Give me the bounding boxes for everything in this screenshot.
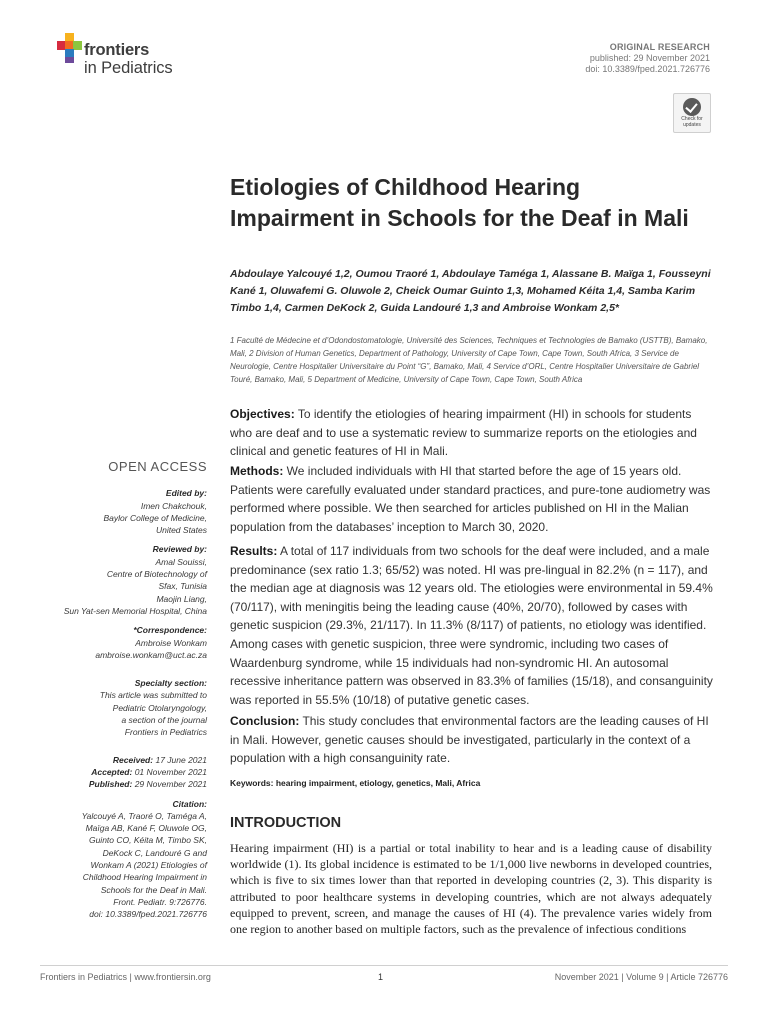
received-date: Received: 17 June 2021: [112, 754, 207, 765]
citation-doi[interactable]: doi: 10.3389/fped.2021.726776: [89, 909, 207, 920]
citation-line: Front. Pediatr. 9:726776.: [113, 896, 207, 907]
citation-line: Schools for the Deaf in Mali.: [100, 884, 207, 895]
specialty-line: Pediatric Otolaryngology,: [112, 702, 207, 713]
methods-text: We included individuals with HI that started before the age of 15 years old. Patients were carefully evaluated under standard practices, and pure-tone audiometry was performed where possible. We then searched for articles published on HI in the Malian population from the databases’ inception to March 30, 2020.: [230, 464, 711, 534]
abstract-results: [230, 542, 714, 709]
specialty-line: a section of the journal: [121, 715, 207, 726]
frontiers-logo-icon: [57, 33, 81, 65]
specialty-label: Specialty section:: [134, 678, 207, 689]
specialty-line: This article was submitted to: [99, 690, 207, 701]
citation-line: Guinto CO, Kéita M, Timbo SK,: [88, 835, 207, 846]
specialty-line: Frontiers in Pediatrics: [124, 727, 207, 738]
check-icon: [683, 98, 701, 116]
citation-line: Maïga AB, Kané F, Oluwole OG,: [85, 823, 207, 834]
abstract-conclusion: [230, 712, 714, 768]
results-label: Results:: [230, 544, 278, 558]
footer-divider: [40, 965, 728, 966]
citation-line: Yalcouyé A, Traoré O, Taméga A,: [81, 810, 207, 821]
article-meta: [585, 42, 710, 75]
footer-journal-link[interactable]: Frontiers in Pediatrics | www.frontiersin.org: [40, 972, 211, 982]
author-list: Abdoulaye Yalcouyé 1,2, Oumou Traoré 1, Abdoulaye Taméga 1, Alassane B. Maïga 1, Fousseyni Kané 1, Oluwafemi G. Oluwole 2, Cheick Oumar Guinto 1,3, Mohamed Kéita 1,4, Samba Karim Timbo 1,4, Carmen DeKock 2, Guida Landouré 1,3 and Ambroise Wonkam 2,5*: [230, 268, 711, 314]
methods-label: Methods:: [230, 464, 284, 478]
citation-line: Childhood Hearing Impairment in: [82, 872, 207, 883]
correspondence-name: Ambroise Wonkam: [135, 637, 207, 648]
citation-line: Wonkam A (2021) Etiologies of: [90, 860, 207, 871]
footer-issue-info: November 2021 | Volume 9 | Article 726776: [554, 972, 728, 982]
conclusion-text: This study concludes that environmental factors are the leading causes of HI in Mali. However, genetic causes should be investigated, particularly in the context of a population with a high consanguinity rate.: [230, 714, 709, 766]
reviewer-line: Sun Yat-sen Memorial Hospital, China: [63, 605, 207, 616]
results-text: A total of 117 individuals from two schools for the deaf were included, and a male predominance (sex ratio 1.3; 65/52) was noted. HI was pre-lingual in 82.2% (n = 117), and the median age at diagnosis was 12 years old. The etiologies were environmental in 59.4% (70/117), with meningitis being the leading cause (40%, 20/70), followed by cases with genetic suspicion (29.3%, 21/117). In 11.3% (8/117) of patients, no etiology was identified. Among cases with genetic suspicion, three were syndromic, including two cases of Waardenburg syndrome, while 15 individuals had non-syndromic HI. An autosomal recessive inheritance pattern was observed in 83.3% of families (15/18), and consanguinity was reported in 55.5% (10/18) of putative genetic cases.: [230, 544, 713, 707]
reviewed-by-label: Reviewed by:: [152, 544, 207, 555]
abstract-objectives: [230, 405, 714, 461]
keywords-text: hearing impairment, etiology, genetics, Mali, Africa: [275, 778, 481, 788]
open-access-label: OPEN ACCESS: [108, 459, 207, 474]
editor-line: United States: [155, 525, 207, 536]
reviewer-line: Amal Souissi,: [155, 556, 207, 567]
article-type: ORIGINAL RESEARCH: [609, 42, 710, 52]
conclusion-label: Conclusion:: [230, 714, 300, 728]
citation-line: DeKock C, Landouré G and: [102, 847, 207, 858]
reviewer-line: Maojin Liang,: [156, 593, 207, 604]
edited-by-label: Edited by:: [165, 488, 207, 499]
keywords: [230, 778, 714, 788]
logo-journal-name: in Pediatrics: [84, 59, 173, 77]
published-date-sidebar: Published: 29 November 2021: [88, 779, 207, 790]
doi[interactable]: doi: 10.3389/fped.2021.726776: [585, 64, 710, 74]
article-dates: [50, 754, 207, 791]
check-for-updates-badge[interactable]: Check for updates: [673, 93, 711, 133]
article-sidebar: [50, 461, 207, 921]
abstract-methods: [230, 462, 714, 536]
article-title: Etiologies of Childhood Hearing Impairment in Schools for the Deaf in Mali: [230, 174, 689, 231]
introduction-text: Hearing impairment (HI) is a partial or total inability to hear and is a leading cause of disability worldwide (1). Its global incidence is estimated to be 1/1,000 live newborns in developed countries, which is five to six times lower than that reported in developing countries (2, 3). This disparity is attributed to poor healthcare systems in developing countries, which are not always adequately equipped to prevent, screen, and manage the causes of HI (4). The prevalence varies widely from one region to another based on multiple factors, such as the prevalence of infectious conditions: [230, 841, 712, 937]
accepted-date: Accepted: 01 November 2021: [91, 766, 207, 777]
reviewer-line: Sfax, Tunisia: [158, 581, 207, 592]
editor-line: Baylor College of Medicine,: [103, 512, 207, 523]
correspondence-label: *Correspondence:: [133, 625, 207, 636]
journal-logo[interactable]: [57, 33, 197, 81]
reviewer-line: Centre of Biotechnology of: [106, 569, 207, 580]
objectives-label: Objectives:: [230, 407, 295, 421]
keywords-label: Keywords:: [230, 778, 274, 788]
citation-label: Citation:: [172, 798, 207, 809]
affiliations: 1 Faculté de Médecine et d’Odondostomatologie, Université des Sciences, Techniques et Technologies de Bamako (USTTB), Bamako, Mali, 2 Division of Human Genetics, Department of Pathology, University of Cape Town, Cape Town, South Africa, 3 Service de Neurologie, Centre Hospitalier Universitaire du Point “G”, Bamako, Mali, 4 Service d’ORL, Centre Hospitalier Universitaire de Gabriel Touré, Bamako, Mali, 5 Department of Medicine, University of Cape Town, Cape Town, South Africa: [230, 336, 708, 384]
editor-line: Imen Chakchouk,: [140, 500, 207, 511]
logo-wordmark: frontiers: [84, 41, 150, 59]
objectives-text: To identify the etiologies of hearing impairment (HI) in schools for students who are deaf and to use a systematic review to summarize reports on the etiologies and clinical and genetic features of HI in Mali.: [230, 407, 697, 459]
page-number: 1: [378, 972, 384, 982]
correspondence-email[interactable]: ambroise.wonkam@uct.ac.za: [95, 649, 207, 660]
published-date: published: 29 November 2021: [589, 53, 710, 63]
section-heading-introduction: INTRODUCTION: [230, 815, 342, 831]
